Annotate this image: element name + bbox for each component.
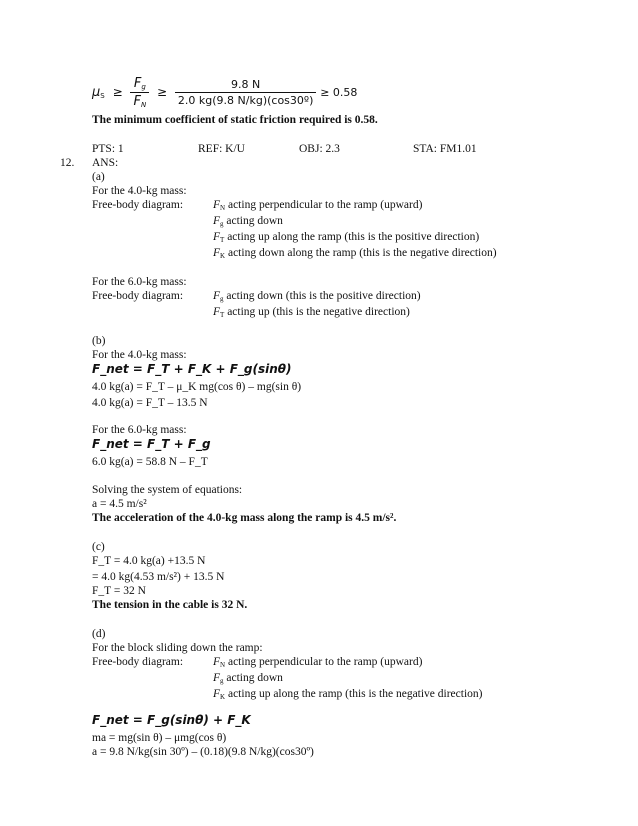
- part-a-mass1-heading: For the 4.0-kg mass:: [92, 185, 187, 197]
- fg-sub: g: [141, 83, 146, 91]
- force-line: [213, 214, 283, 231]
- force-sub: T: [220, 311, 225, 319]
- part-b-solving: Solving the system of equations:: [92, 484, 243, 496]
- force-sub: T: [220, 236, 225, 244]
- numeric-denominator: 2.0 kg(9.8 N/kg)(cos30º): [177, 94, 314, 107]
- force-text: acting down (this is the positive direction): [223, 290, 421, 302]
- force-line: [213, 198, 422, 215]
- part-d-eq2: a = 9.8 N/kg(sin 30º) – (0.18)(9.8 N/kg)(cos30º): [92, 746, 314, 758]
- force-symbol: F: [213, 215, 221, 227]
- vector-equation-3: F_net = F_g(sinθ) + F_K: [92, 713, 251, 727]
- part-b-a-value: a = 4.5 m/s²: [92, 498, 147, 510]
- part-d-label: (d): [92, 628, 106, 640]
- force-line: [213, 289, 421, 306]
- force-symbol: F: [213, 656, 221, 668]
- force-symbol: F: [213, 199, 221, 211]
- force-symbol: F: [213, 672, 221, 684]
- force-sub: N: [220, 204, 226, 212]
- part-d-fbd-label: Free-body diagram:: [92, 656, 184, 668]
- part-b-eq2: 4.0 kg(a) = F_T – 13.5 N: [92, 397, 208, 409]
- part-d-heading: For the block sliding down the ramp:: [92, 642, 263, 654]
- mu-sub: S: [100, 92, 105, 100]
- top-equation: [92, 76, 357, 109]
- question-number: 12.: [60, 157, 75, 169]
- meta-ref: REF: K/U: [198, 143, 245, 155]
- fg: F: [133, 76, 142, 91]
- vector-equation-1: F_net = F_T + F_K + F_g(sinθ): [92, 362, 292, 376]
- force-sub: N: [220, 661, 226, 669]
- fn-sub: N: [140, 101, 147, 109]
- part-a-fbd-label: Free-body diagram:: [92, 199, 184, 211]
- force-sub: g: [220, 295, 224, 303]
- part-b-eq3: 6.0 kg(a) = 58.8 N – F_T: [92, 456, 208, 468]
- part-c-line2: = 4.0 kg(4.53 m/s²) + 13.5 N: [92, 571, 225, 583]
- force-symbol: F: [213, 688, 221, 700]
- force-line: [213, 230, 479, 247]
- force-symbol: F: [213, 290, 221, 302]
- force-text: acting up (this is the negative direction): [224, 306, 410, 318]
- numeric-numerator: 9.8 N: [175, 78, 316, 93]
- force-text: acting down: [223, 672, 283, 684]
- force-symbol: F: [213, 247, 221, 259]
- numeric-fraction: [175, 78, 316, 107]
- force-line: [213, 246, 497, 263]
- part-c-conclusion: The tension in the cable is 32 N.: [92, 599, 248, 611]
- part-c-line3: F_T = 32 N: [92, 585, 146, 597]
- part-a-fbd-label-2: Free-body diagram:: [92, 290, 184, 302]
- part-d-eq1: ma = mg(sin θ) – μmg(cos θ): [92, 732, 227, 744]
- force-line: [213, 687, 483, 704]
- force-sub: K: [220, 693, 226, 701]
- meta-sta: STA: FM1.01: [413, 143, 477, 155]
- geq-1: ≥: [112, 85, 123, 99]
- force-sub: g: [220, 220, 224, 228]
- force-text: acting perpendicular to the ramp (upward): [225, 656, 423, 668]
- fn: F: [133, 94, 141, 109]
- conclusion-static-friction: The minimum coefficient of static friction required is 0.58.: [92, 114, 378, 126]
- part-a-label: (a): [92, 171, 105, 183]
- meta-obj: OBJ: 2.3: [299, 143, 340, 155]
- force-sub: K: [220, 252, 226, 260]
- force-line: [213, 305, 410, 322]
- part-c-label: (c): [92, 541, 105, 553]
- result: ≥ 0.58: [320, 86, 358, 99]
- part-b-mass1-heading: For the 4.0-kg mass:: [92, 349, 187, 361]
- force-text: acting down: [223, 215, 283, 227]
- force-sub: g: [220, 677, 224, 685]
- force-text: acting up along the ramp (this is the negative direction): [225, 688, 483, 700]
- part-b-label: (b): [92, 335, 106, 347]
- force-symbol: F: [213, 231, 221, 243]
- force-text: acting up along the ramp (this is the positive direction): [224, 231, 480, 243]
- force-symbol: F: [213, 306, 221, 318]
- mu-symbol: μ: [92, 85, 101, 100]
- meta-pts: PTS: 1: [92, 143, 124, 155]
- part-a-mass2-heading: For the 6.0-kg mass:: [92, 276, 187, 288]
- force-line: [213, 655, 422, 672]
- part-b-conclusion: The acceleration of the 4.0-kg mass along the ramp is 4.5 m/s².: [92, 512, 397, 524]
- fg-over-fn: [130, 76, 149, 109]
- vector-equation-2: F_net = F_T + F_g: [92, 437, 211, 451]
- force-text: acting down along the ramp (this is the negative direction): [225, 247, 497, 259]
- part-b-mass2-heading: For the 6.0-kg mass:: [92, 424, 187, 436]
- part-c-line1: F_T = 4.0 kg(a) +13.5 N: [92, 555, 206, 567]
- part-b-eq1: 4.0 kg(a) = F_T – μ_K mg(cos θ) – mg(sin θ): [92, 381, 302, 393]
- ans-label: ANS:: [92, 157, 119, 169]
- force-text: acting perpendicular to the ramp (upward): [225, 199, 423, 211]
- force-line: [213, 671, 283, 688]
- geq-2: ≥: [157, 85, 168, 99]
